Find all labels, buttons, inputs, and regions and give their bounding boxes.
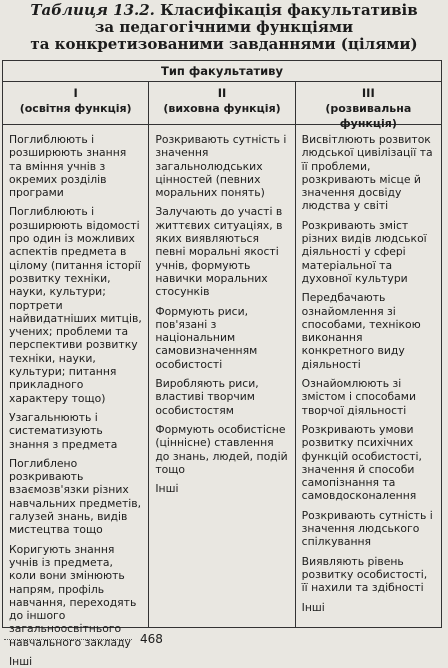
column-header-2 [148, 82, 294, 124]
caption-line-1: Класифікація факультативів [160, 1, 418, 19]
list-item: Інші [155, 482, 179, 496]
list-item: Висвітлюють розвиток людської цивілізації та її проблеми, розкривають місце й значення досвіду людства у світі [301, 133, 433, 213]
list-item: Коригують знання учнів із предмета, коли вони змінюють напрям, профіль навчання, переходять до іншого загальноосвітнього навчального закладу [9, 542, 137, 649]
column-function: (виховна функція) [163, 102, 281, 115]
column-numeral: III [361, 86, 375, 100]
column-numeral: II [217, 86, 227, 100]
list-item: Поглиблюють і розширюють відомості про один із можливих аспектів предмета в цілому (питання історії розвитку техніки, науки, культури; портрети найвидатніших митців, учених; проблеми та перспективи розвитку техніки, науки, культури; питання прикладного характеру тощо) [9, 205, 142, 405]
list-item: Передбачають ознайомлення зі способами, технікою виконання конкретного виду діяльності [301, 291, 421, 371]
table-caption [14, 2, 434, 53]
column-headers [3, 82, 441, 130]
list-item: Виробляють риси, властиві творчим особистостям [155, 377, 259, 417]
column-function: (освітня функція) [19, 102, 132, 115]
list-item: Інші [9, 654, 33, 668]
list-item: Формують особистісне (ціннісне) ставлення до знань, людей, подій тощо [155, 422, 288, 476]
footer-rule [4, 639, 132, 641]
list-item: Ознайомлюють зі змістом і способами творчої діяльності [301, 377, 416, 417]
page-footer [0, 630, 448, 650]
column-header-3 [295, 82, 441, 130]
page-number: 468 [140, 632, 163, 646]
list-item: Виявляють рівень розвитку особистості, її нахили та здібності [301, 554, 428, 595]
list-item: Поглиблено розкривають взаємозв'язки різних навчальних предметів, галузей знань, видів мистецтва тощо [9, 456, 142, 537]
list-item: Інші [301, 600, 325, 614]
column-header-1 [3, 82, 148, 124]
caption-line-2: за педагогічними функціями [94, 18, 354, 36]
type-header: Тип факультативу [3, 61, 441, 82]
list-item: Розкривають зміст різних видів людської діяльності у сфері матеріальної та духовної культури [301, 218, 427, 285]
caption-line-3: та конкретизованими завданнями (цілями) [30, 35, 418, 53]
list-item: Розкривають сутність і значення людського спілкування [301, 508, 433, 549]
list-item: Узагальнюють і систематизують знання з предмета [9, 410, 118, 451]
list-item: Розкривають умови розвитку психічних функцій особистості, значення й способи самопізнання та самовдосконалення [301, 422, 422, 503]
list-item: Залучають до участі в життєвих ситуаціях, в яких виявляються певні моральні якості учнів, формують навички моральних стосунків [155, 205, 283, 299]
column-educational [3, 125, 148, 668]
column-function: (розвивальна функція) [325, 102, 412, 130]
list-item: Розкривають сутність і значення загальнолюдських цінностей (певних моральних понять) [155, 133, 287, 200]
column-numeral: I [73, 86, 78, 100]
caption-label: Таблиця 13.2. [30, 1, 155, 19]
column-developmental [295, 125, 441, 628]
list-item: Поглиблюють і розширюють знання та вміння учнів з окремих розділів програми [9, 133, 127, 200]
column-upbringing [148, 125, 294, 628]
list-item: Формують риси, пов'язані з національним самовизначенням особистості [155, 304, 258, 371]
